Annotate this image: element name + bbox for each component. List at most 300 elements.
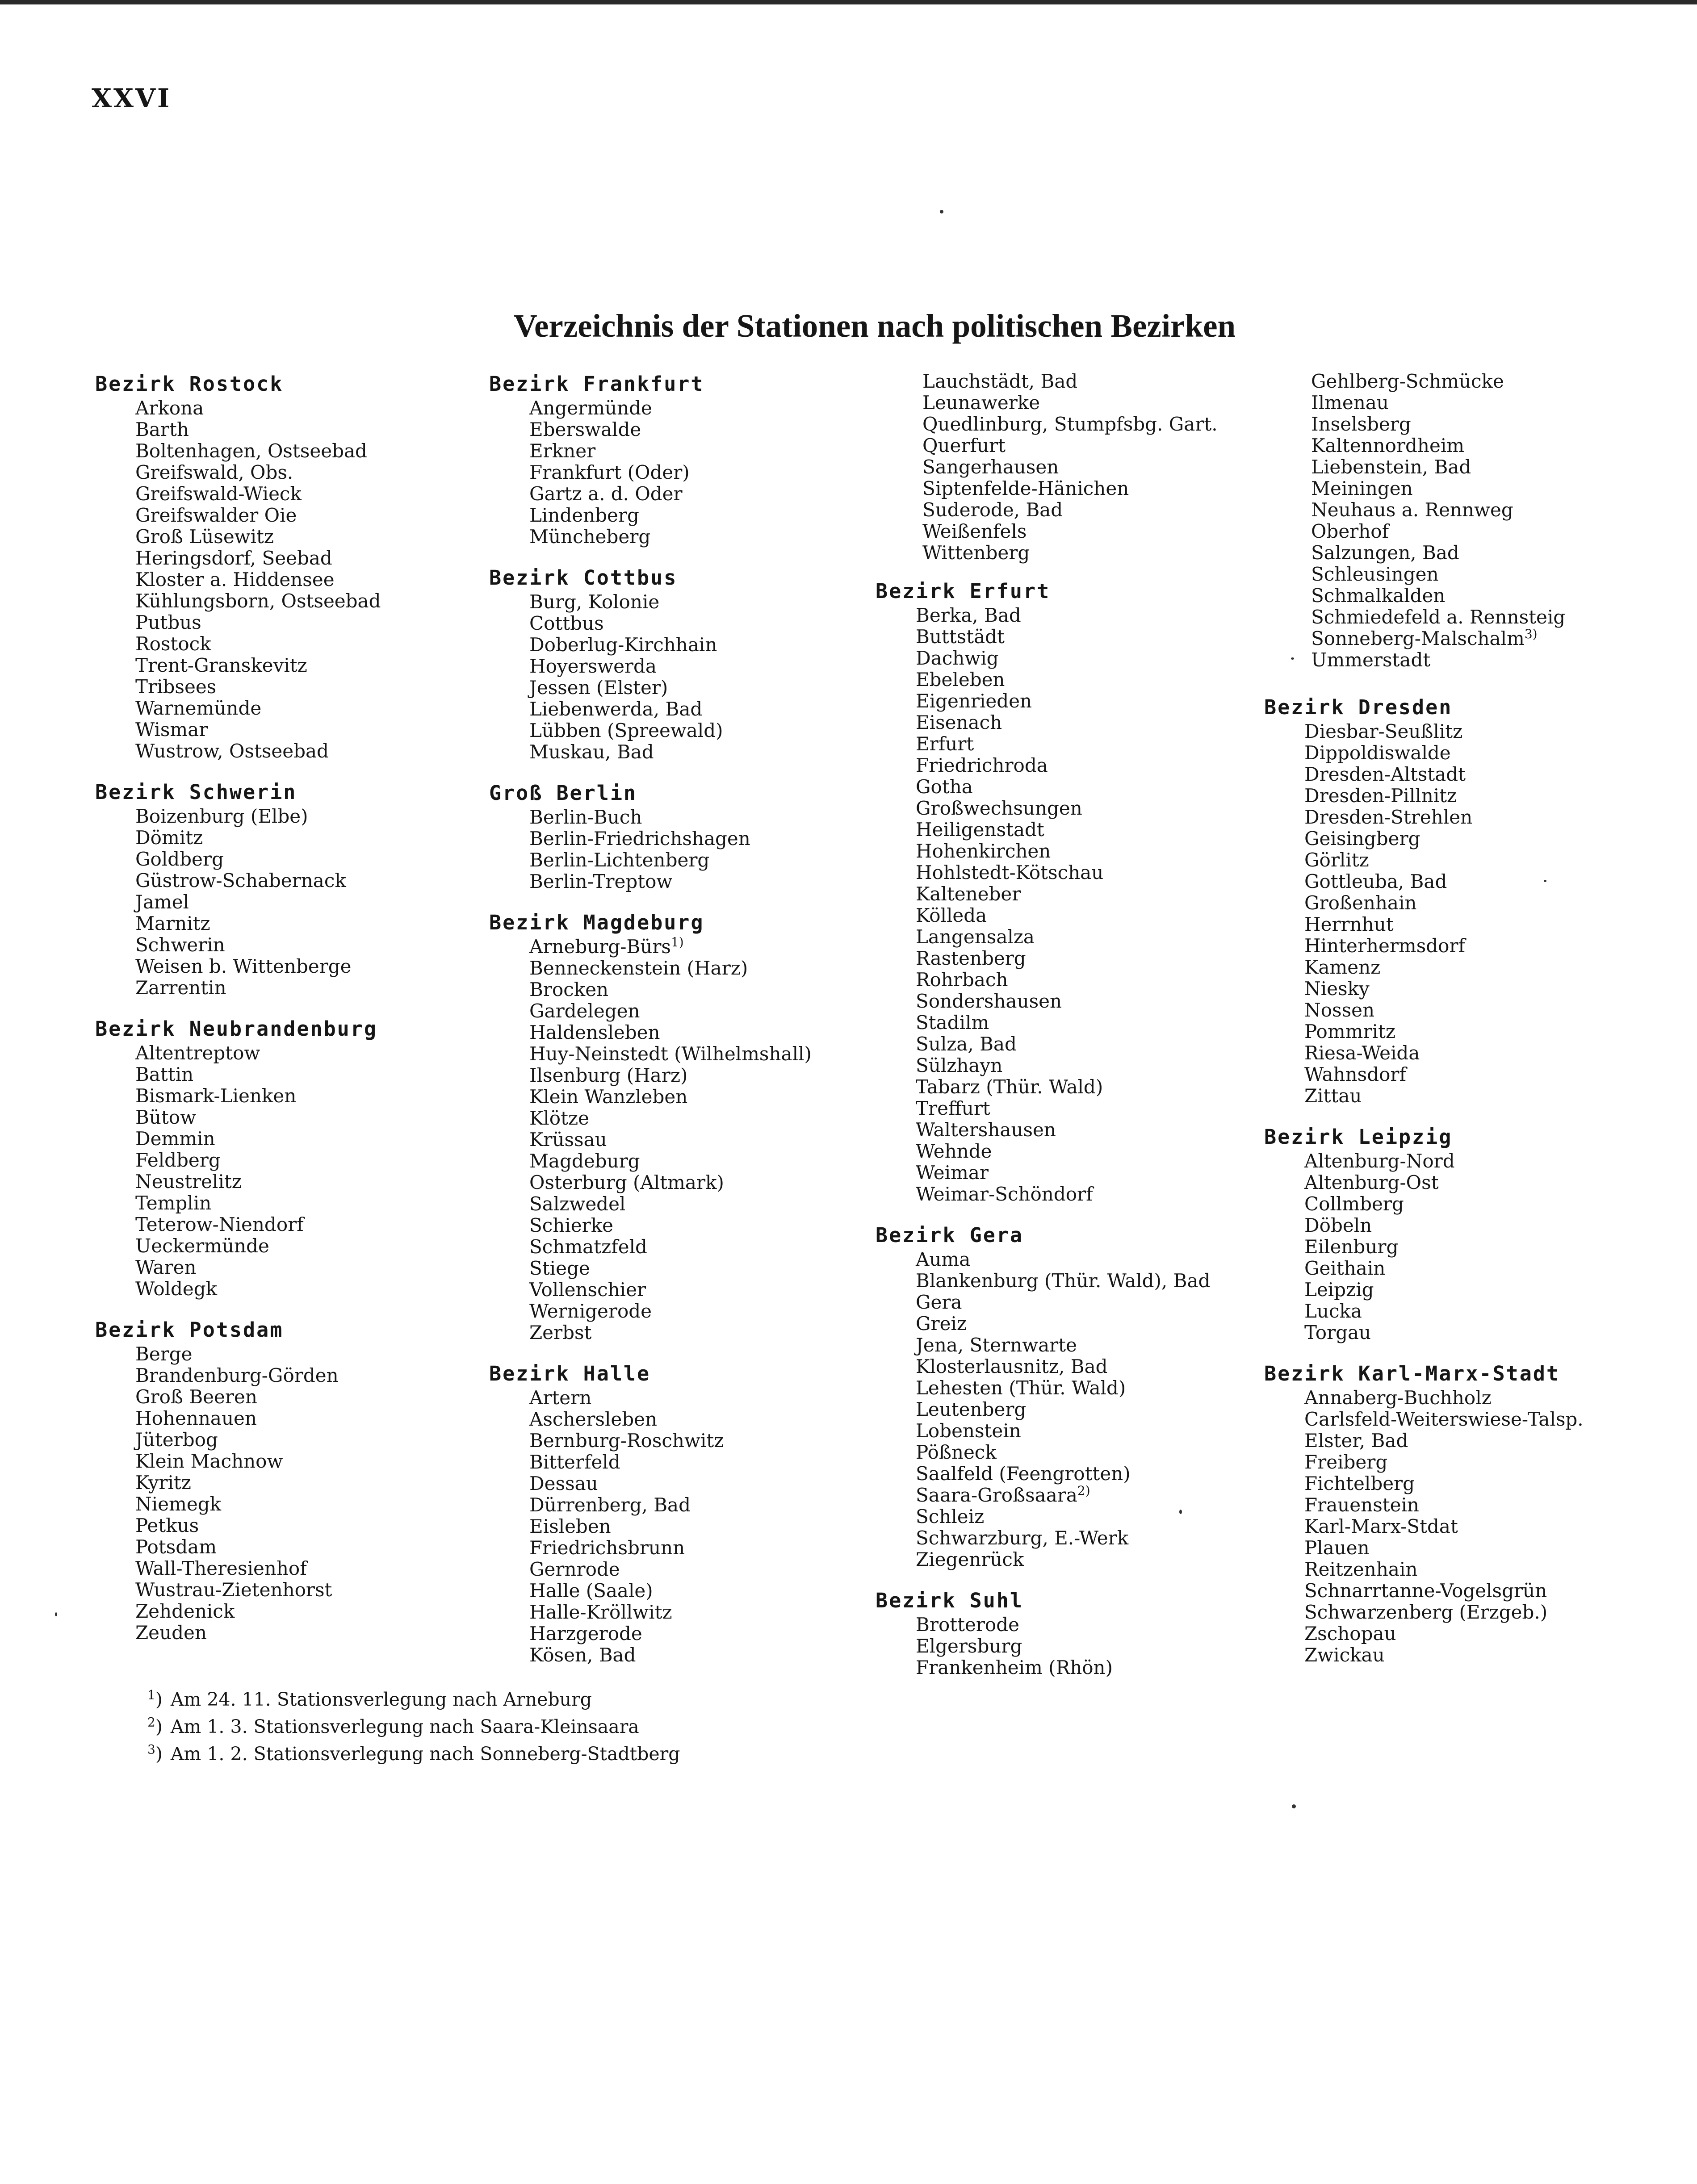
- station-entry: [529, 1193, 869, 1215]
- station-name: Rastenberg: [916, 947, 1026, 969]
- station-name: Bismark-Lienken: [135, 1085, 297, 1107]
- station-name: Berlin-Friedrichshagen: [529, 828, 750, 849]
- station-entry: [916, 1356, 1255, 1377]
- station-name: Boltenhagen, Ostseebad: [135, 440, 367, 462]
- station-entry: [135, 526, 475, 548]
- station-entry: [922, 456, 1255, 478]
- station-entry: [1304, 849, 1644, 871]
- station-entry: [1304, 1215, 1644, 1236]
- station-name: Trent-Granskevitz: [135, 654, 307, 676]
- station-entry: [135, 1192, 475, 1214]
- station-entry: [135, 1128, 475, 1150]
- station-entry: [916, 755, 1255, 776]
- station-name: Sonneberg-Malschalm: [1311, 628, 1525, 649]
- station-entry: [529, 397, 869, 419]
- district-section: [489, 780, 869, 892]
- station-entry: [916, 605, 1255, 626]
- station-entry: [1311, 435, 1644, 456]
- station-name: Frankenheim (Rhön): [916, 1657, 1113, 1678]
- station-list: [489, 397, 869, 548]
- station-entry: [529, 1409, 869, 1430]
- station-entry: [916, 969, 1255, 991]
- station-name: Zehdenick: [135, 1600, 235, 1622]
- station-entry: [529, 1322, 869, 1343]
- station-entry: [1311, 607, 1644, 628]
- station-entry: [916, 648, 1255, 669]
- continued-station-list: [1264, 371, 1644, 671]
- station-entry: [1304, 764, 1644, 785]
- station-name: Lobenstein: [916, 1420, 1021, 1442]
- station-name: Kalteneber: [916, 883, 1021, 905]
- station-entry: [1304, 1064, 1644, 1085]
- station-entry: [916, 1335, 1255, 1356]
- station-entry: [529, 871, 869, 892]
- station-list: [489, 591, 869, 763]
- station-name: Zarrentin: [135, 977, 226, 999]
- station-entry: [529, 1151, 869, 1172]
- station-name: Pößneck: [916, 1441, 997, 1463]
- station-name: Weimar-Schöndorf: [916, 1183, 1093, 1205]
- station-name: Müncheberg: [529, 526, 651, 548]
- station-entry: [529, 526, 869, 548]
- station-entry: [135, 1558, 475, 1579]
- station-name: Wall-Theresienhof: [135, 1557, 307, 1579]
- station-entry: [135, 655, 475, 676]
- station-name: Burg, Kolonie: [529, 591, 660, 613]
- station-name: Goldberg: [135, 848, 224, 870]
- station-entry: [1311, 521, 1644, 542]
- station-entry: [135, 1235, 475, 1257]
- station-name: Niesky: [1304, 978, 1370, 1000]
- station-entry: [529, 1043, 869, 1065]
- station-entry: [135, 1472, 475, 1494]
- station-entry: [1311, 628, 1644, 649]
- station-name: Inselsberg: [1311, 413, 1411, 435]
- station-entry: [916, 1012, 1255, 1033]
- station-entry: [135, 590, 475, 612]
- station-entry: [916, 1270, 1255, 1292]
- footnotes: [147, 1686, 996, 1768]
- station-name: Muskau, Bad: [529, 741, 654, 763]
- station-name: Erkner: [529, 440, 596, 462]
- station-name: Torgau: [1304, 1322, 1371, 1343]
- station-entry: [1304, 1387, 1644, 1409]
- station-name: Arneburg-Bürs: [529, 936, 671, 958]
- station-name: Eilenburg: [1304, 1236, 1399, 1258]
- station-entry: [529, 1000, 869, 1022]
- station-name: Liebenwerda, Bad: [529, 698, 703, 720]
- station-name: Schierke: [529, 1214, 614, 1236]
- station-name: Berka, Bad: [916, 604, 1021, 626]
- station-name: Sondershausen: [916, 990, 1062, 1012]
- station-entry: [529, 483, 869, 505]
- station-entry: [135, 505, 475, 526]
- station-entry: [529, 591, 869, 613]
- station-entry: [1311, 392, 1644, 414]
- station-list: [1264, 1151, 1644, 1343]
- station-entry: [1304, 914, 1644, 935]
- district-heading: Bezirk Karl-Marx-Stadt: [1264, 1362, 1560, 1385]
- station-name: Ueckermünde: [135, 1235, 269, 1257]
- station-entry: [529, 1559, 869, 1580]
- station-entry: [922, 371, 1255, 392]
- station-entry: [1304, 1151, 1644, 1172]
- station-entry: [529, 419, 869, 440]
- station-entry: [529, 1279, 869, 1301]
- district-section: [876, 578, 1255, 1205]
- station-name: Weimar: [916, 1162, 989, 1184]
- station-entry: [1304, 1042, 1644, 1064]
- station-entry: [1311, 478, 1644, 499]
- station-name: Jena, Sternwarte: [916, 1334, 1077, 1356]
- station-entry: [529, 1172, 869, 1193]
- station-entry: [135, 419, 475, 440]
- station-entry: [916, 1119, 1255, 1141]
- station-entry: [529, 1258, 869, 1279]
- station-name: Battin: [135, 1063, 194, 1085]
- station-name: Feldberg: [135, 1149, 221, 1171]
- footnote-reference: 1): [670, 935, 684, 950]
- station-entry: [1304, 807, 1644, 828]
- station-entry: [1304, 892, 1644, 914]
- station-entry: [1304, 871, 1644, 892]
- station-entry: [135, 934, 475, 956]
- station-entry: [135, 1042, 475, 1064]
- station-entry: [1311, 414, 1644, 435]
- station-entry: [135, 1214, 475, 1235]
- station-name: Greifswalder Oie: [135, 504, 297, 526]
- station-entry: [1311, 371, 1644, 392]
- station-name: Frauenstein: [1304, 1494, 1419, 1516]
- station-entry: [1304, 1258, 1644, 1279]
- station-entry: [529, 699, 869, 720]
- footnote-marker-paren: ): [155, 1689, 163, 1710]
- station-name: Sülzhayn: [916, 1054, 1003, 1076]
- continued-station-list: [876, 371, 1255, 564]
- station-entry: [529, 1580, 869, 1602]
- station-entry: [135, 1171, 475, 1192]
- station-name: Cottbus: [529, 612, 604, 634]
- station-name: Rostock: [135, 633, 211, 655]
- station-name: Quedlinburg, Stumpfsbg. Gart.: [922, 413, 1218, 435]
- station-entry: [135, 719, 475, 741]
- station-entry: [1304, 1236, 1644, 1258]
- station-name: Vollenschier: [529, 1279, 646, 1301]
- station-name: Marnitz: [135, 912, 210, 934]
- station-name: Kyritz: [135, 1472, 191, 1494]
- station-name: Barth: [135, 418, 189, 440]
- station-name: Zeuden: [135, 1622, 207, 1644]
- scan-speck: [1544, 880, 1546, 882]
- station-name: Klein Machnow: [135, 1450, 283, 1472]
- column-4: [1264, 371, 1644, 1683]
- station-entry: [529, 656, 869, 677]
- station-entry: [916, 819, 1255, 841]
- station-entry: [529, 1129, 869, 1151]
- station-name: Kösen, Bad: [529, 1644, 636, 1666]
- station-name: Potsdam: [135, 1536, 217, 1558]
- station-entry: [916, 1442, 1255, 1463]
- station-name: Eisenach: [916, 711, 1002, 733]
- footnote-reference: 2): [1077, 1483, 1090, 1498]
- station-entry: [922, 499, 1255, 521]
- station-name: Brandenburg-Görden: [135, 1364, 339, 1386]
- station-name: Brocken: [529, 979, 609, 1000]
- station-entry: [916, 1055, 1255, 1076]
- station-entry: [1311, 456, 1644, 478]
- station-entry: [922, 521, 1255, 542]
- station-entry: [529, 741, 869, 763]
- station-name: Pommritz: [1304, 1021, 1396, 1042]
- station-entry: [1304, 1580, 1644, 1602]
- station-name: Dresden-Strehlen: [1304, 806, 1473, 828]
- station-name: Hohlstedt-Kötschau: [916, 862, 1104, 883]
- station-entry: [529, 1236, 869, 1258]
- station-name: Altenburg-Ost: [1304, 1171, 1439, 1193]
- district-section: [876, 1222, 1255, 1570]
- station-entry: [529, 1537, 869, 1559]
- station-entry: [1304, 1193, 1644, 1215]
- station-entry: [529, 1387, 869, 1409]
- station-name: Dürrenberg, Bad: [529, 1494, 691, 1516]
- station-name: Schleiz: [916, 1506, 985, 1527]
- station-entry: [135, 1451, 475, 1472]
- district-heading: Bezirk Cottbus: [489, 566, 678, 590]
- station-entry: [135, 633, 475, 655]
- station-name: Suderode, Bad: [922, 499, 1063, 521]
- station-entry: [529, 677, 869, 699]
- station-name: Elster, Bad: [1304, 1430, 1408, 1452]
- station-name: Salzungen, Bad: [1311, 542, 1459, 564]
- scan-speck: [1291, 657, 1294, 660]
- footnote: [147, 1686, 996, 1713]
- station-entry: [916, 690, 1255, 712]
- station-entry: [135, 1601, 475, 1622]
- station-name: Eigenrieden: [916, 690, 1032, 712]
- station-name: Schwarzburg, E.-Werk: [916, 1527, 1129, 1549]
- station-name: Berlin-Treptow: [529, 870, 673, 892]
- station-name: Gera: [916, 1291, 962, 1313]
- station-name: Aschersleben: [529, 1408, 658, 1430]
- scan-speck: [940, 210, 943, 213]
- station-name: Teterow-Niendorf: [135, 1213, 304, 1235]
- station-entry: [135, 1579, 475, 1601]
- station-entry: [135, 1085, 475, 1107]
- station-name: Doberlug-Kirchhain: [529, 634, 717, 656]
- district-heading: Bezirk Leipzig: [1264, 1125, 1453, 1149]
- station-entry: [1304, 1021, 1644, 1042]
- station-name: Gehlberg-Schmücke: [1311, 370, 1504, 392]
- station-entry: [916, 1527, 1255, 1549]
- station-name: Waren: [135, 1256, 197, 1278]
- station-name: Templin: [135, 1192, 212, 1214]
- station-name: Kölleda: [916, 904, 987, 926]
- station-name: Dachwig: [916, 647, 999, 669]
- station-entry: [916, 905, 1255, 926]
- station-entry: [916, 991, 1255, 1012]
- station-name: Hoyerswerda: [529, 655, 657, 677]
- district-section: [489, 371, 869, 548]
- station-name: Dippoldiswalde: [1304, 742, 1451, 764]
- station-entry: [529, 936, 869, 958]
- district-section: [95, 779, 475, 999]
- station-list: [876, 605, 1255, 1205]
- page-number: XXVI: [92, 83, 172, 113]
- station-name: Zschopau: [1304, 1623, 1396, 1644]
- station-name: Schleusingen: [1311, 563, 1439, 585]
- station-name: Ilsenburg (Harz): [529, 1064, 688, 1086]
- station-entry: [916, 1463, 1255, 1485]
- station-name: Magdeburg: [529, 1150, 640, 1172]
- station-name: Lucka: [1304, 1300, 1362, 1322]
- station-entry: [1304, 1516, 1644, 1537]
- station-entry: [1311, 499, 1644, 521]
- district-heading: Bezirk Erfurt: [876, 579, 1051, 603]
- station-list: [489, 936, 869, 1343]
- station-name: Altentreptow: [135, 1042, 260, 1064]
- station-name: Weisen b. Wittenberge: [135, 955, 352, 977]
- scan-speck: [55, 1612, 57, 1616]
- station-entry: [529, 849, 869, 871]
- station-entry: [135, 956, 475, 977]
- district-heading: Bezirk Halle: [489, 1362, 651, 1385]
- station-name: Sulza, Bad: [916, 1033, 1017, 1055]
- station-name: Fichtelberg: [1304, 1473, 1415, 1494]
- station-name: Leutenberg: [916, 1398, 1027, 1420]
- station-name: Rohrbach: [916, 969, 1008, 991]
- district-heading: Bezirk Rostock: [95, 372, 284, 396]
- station-entry: [922, 478, 1255, 499]
- station-entry: [529, 720, 869, 741]
- district-heading: Bezirk Magdeburg: [489, 911, 704, 934]
- station-name: Meiningen: [1311, 477, 1413, 499]
- district-section: [489, 565, 869, 763]
- station-entry: [1304, 978, 1644, 1000]
- station-name: Schnarrtanne-Vogelsgrün: [1304, 1580, 1547, 1602]
- station-entry: [916, 1420, 1255, 1442]
- station-entry: [922, 392, 1255, 414]
- station-name: Leunawerke: [922, 392, 1040, 414]
- station-name: Schwarzenberg (Erzgeb.): [1304, 1601, 1548, 1623]
- station-name: Weißenfels: [922, 520, 1027, 542]
- station-entry: [1304, 785, 1644, 807]
- station-list: [876, 1614, 1255, 1678]
- station-entry: [135, 1278, 475, 1300]
- station-entry: [916, 776, 1255, 798]
- station-name: Lübben (Spreewald): [529, 720, 723, 741]
- station-entry: [529, 505, 869, 526]
- station-entry: [135, 1515, 475, 1536]
- station-entry: [135, 1622, 475, 1644]
- station-name: Wehnde: [916, 1140, 992, 1162]
- station-name: Berlin-Buch: [529, 806, 642, 828]
- district-heading: Groß Berlin: [489, 781, 637, 805]
- station-name: Treffurt: [916, 1097, 990, 1119]
- station-entry: [135, 1429, 475, 1451]
- station-name: Auma: [916, 1248, 971, 1270]
- station-name: Freiberg: [1304, 1451, 1388, 1473]
- footnote-marker: 1: [147, 1687, 155, 1703]
- footnote-text: Am 1. 3. Stationsverlegung nach Saara-Kleinsaara: [170, 1716, 639, 1737]
- station-name: Harzgerode: [529, 1623, 642, 1644]
- station-name: Greifswald-Wieck: [135, 483, 302, 505]
- station-entry: [529, 828, 869, 849]
- station-entry: [916, 712, 1255, 733]
- station-entry: [135, 440, 475, 462]
- district-heading: Bezirk Dresden: [1264, 695, 1453, 719]
- station-entry: [135, 806, 475, 827]
- station-entry: [135, 698, 475, 719]
- station-name: Bitterfeld: [529, 1451, 620, 1473]
- station-name: Hohennauen: [135, 1407, 257, 1429]
- station-name: Friedrichroda: [916, 754, 1048, 776]
- station-entry: [1311, 542, 1644, 564]
- station-entry: [1304, 1602, 1644, 1623]
- station-name: Annaberg-Buchholz: [1304, 1387, 1492, 1409]
- station-name: Großenhain: [1304, 892, 1417, 914]
- station-entry: [1304, 935, 1644, 957]
- station-entry: [135, 913, 475, 934]
- scan-speck: [1179, 1510, 1182, 1514]
- footnote-text: Am 1. 2. Stationsverlegung nach Sonneberg-Stadtberg: [170, 1743, 680, 1765]
- station-name: Ummerstadt: [1311, 649, 1431, 671]
- station-name: Bernburg-Roschwitz: [529, 1430, 724, 1452]
- station-name: Wernigerode: [529, 1300, 652, 1322]
- station-name: Berge: [135, 1343, 193, 1365]
- district-heading: Bezirk Schwerin: [95, 780, 297, 804]
- station-entry: [135, 1494, 475, 1515]
- station-name: Wustrow, Ostseebad: [135, 740, 329, 762]
- station-name: Döbeln: [1304, 1214, 1372, 1236]
- station-entry: [1304, 1452, 1644, 1473]
- station-list: [95, 1042, 475, 1300]
- station-list: [95, 806, 475, 999]
- station-entry: [916, 1162, 1255, 1184]
- station-entry: [922, 435, 1255, 456]
- station-entry: [916, 1184, 1255, 1205]
- station-entry: [529, 440, 869, 462]
- station-entry: [916, 1313, 1255, 1335]
- station-name: Leipzig: [1304, 1279, 1374, 1301]
- district-section: [95, 1016, 475, 1300]
- station-name: Jessen (Elster): [529, 677, 668, 699]
- station-name: Liebenstein, Bad: [1311, 456, 1471, 478]
- footnote: [147, 1713, 996, 1741]
- station-entry: [135, 569, 475, 590]
- station-name: Frankfurt (Oder): [529, 461, 690, 483]
- station-entry: [916, 1033, 1255, 1055]
- station-name: Lauchstädt, Bad: [922, 370, 1078, 392]
- station-name: Haldensleben: [529, 1021, 660, 1043]
- station-name: Buttstädt: [916, 626, 1005, 648]
- station-name: Eisleben: [529, 1515, 611, 1537]
- district-section: [95, 371, 475, 762]
- station-name: Wahnsdorf: [1304, 1063, 1407, 1085]
- station-entry: [135, 1107, 475, 1128]
- station-entry: [135, 827, 475, 849]
- station-name: Carlsfeld-Weiterswiese-Talsp.: [1304, 1408, 1584, 1430]
- station-name: Groß Lüsewitz: [135, 526, 274, 548]
- station-name: Greiz: [916, 1313, 967, 1335]
- station-entry: [1304, 1279, 1644, 1301]
- station-entry: [916, 1076, 1255, 1098]
- station-name: Ilmenau: [1311, 392, 1389, 414]
- station-name: Saara-Großsaara: [916, 1484, 1077, 1506]
- station-entry: [135, 891, 475, 913]
- station-entry: [1304, 1172, 1644, 1193]
- station-entry: [529, 634, 869, 656]
- station-entry: [529, 1086, 869, 1108]
